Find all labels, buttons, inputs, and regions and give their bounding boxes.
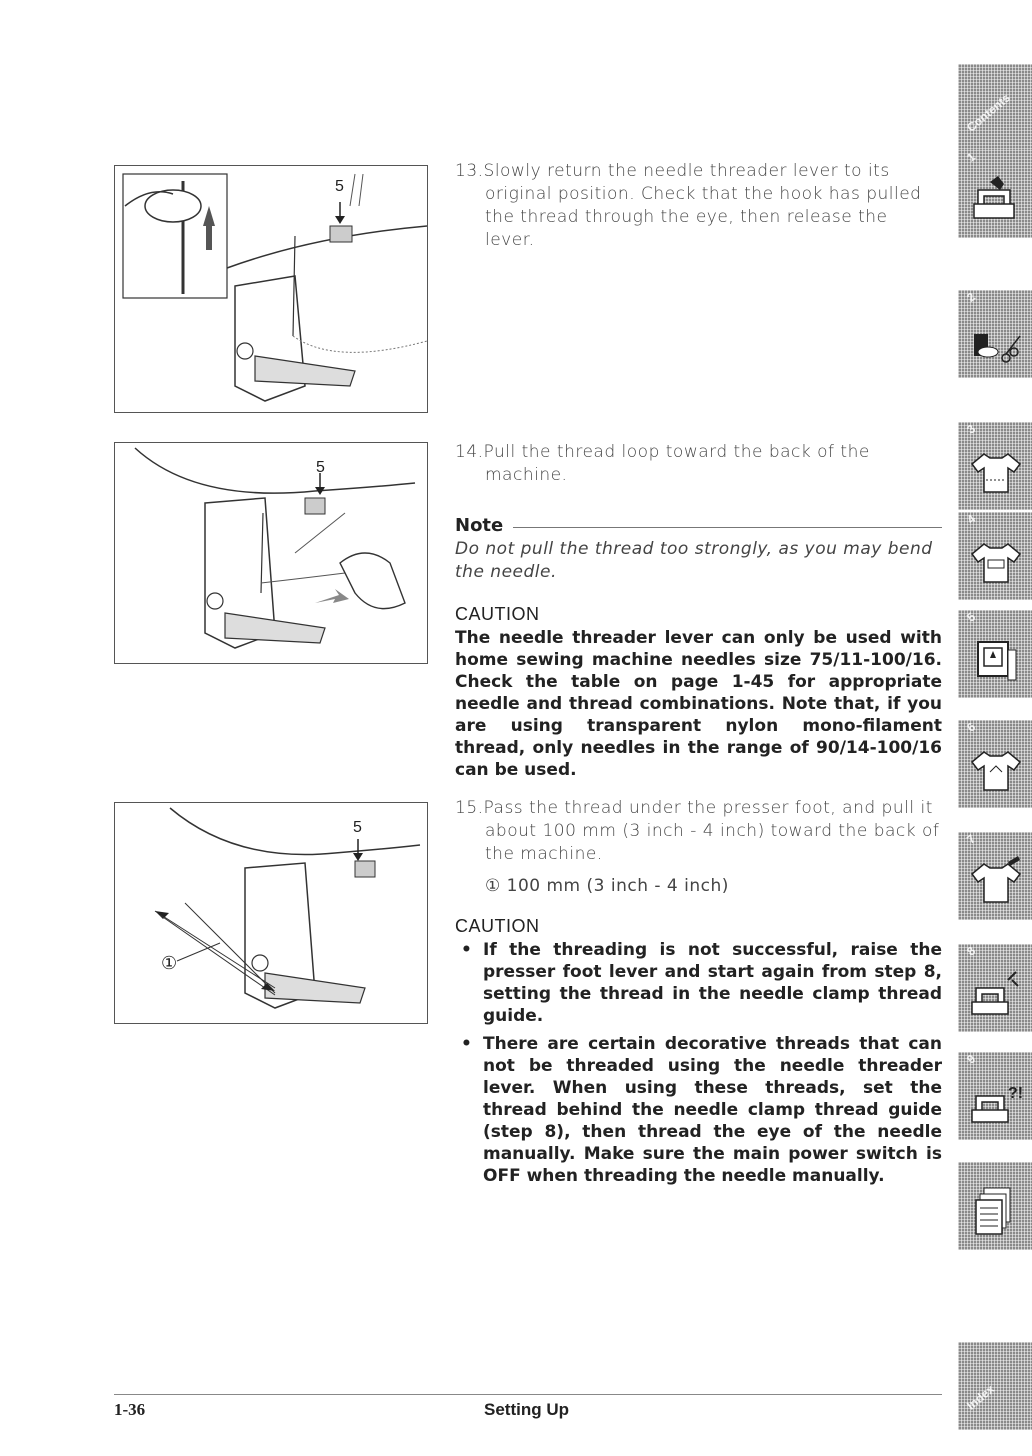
figure-label: 5	[316, 459, 325, 476]
tab-label: 8	[964, 944, 979, 959]
tab-chapter-6[interactable]	[958, 720, 1032, 808]
callout-number: ①	[161, 953, 178, 974]
figure-label: 5	[335, 178, 344, 195]
caution-bullet: • There are certain decorative threads that can not be threaded using the needle threader lever. When using these threads, set the thread behind the needle clamp thread guide (step 8), then thread the eye of the needle manually. Make sure the main power switch is OFF when threading the needle manually.	[455, 1033, 942, 1187]
machine-maintenance-icon	[968, 962, 1024, 1024]
figure-needle-threader-lever	[114, 165, 428, 413]
tab-chapter-5[interactable]	[958, 610, 1032, 698]
page-number: 1-36	[114, 1400, 146, 1419]
tab-chapter-8[interactable]	[958, 944, 1032, 1032]
tab-chapter-1[interactable]	[958, 150, 1032, 238]
abc-shirt-icon	[968, 530, 1024, 592]
tab-label: 6	[964, 720, 979, 735]
svg-text:?!: ?!	[1008, 1085, 1024, 1102]
tab-index[interactable]	[958, 1342, 1032, 1430]
step-13	[455, 160, 942, 252]
tab-chapter-3[interactable]	[958, 422, 1032, 510]
caution-list	[455, 939, 942, 1187]
note-body: Do not pull the thread too strongly, as you may bend the needle.	[455, 539, 933, 582]
tab-label: Contents	[964, 90, 1013, 135]
shirt-edit-icon	[968, 850, 1024, 912]
caution-title: CAUTION	[455, 604, 540, 624]
footer-rule	[114, 1394, 942, 1395]
step-14	[455, 441, 942, 781]
machine-trouble-icon	[968, 1070, 1024, 1132]
step-15	[455, 797, 942, 1193]
figure-label: 5	[353, 819, 362, 836]
tab-documents[interactable]	[958, 1162, 1032, 1250]
sewing-machine-icon	[968, 168, 1024, 230]
thread-loop-figure	[115, 443, 427, 663]
note-header	[455, 515, 942, 536]
thread-scissors-icon	[968, 308, 1024, 370]
step-14-text: 14.Pull the thread loop toward the back of the machine.	[455, 442, 870, 485]
note-rule	[513, 527, 942, 528]
documents-icon	[968, 1180, 1024, 1242]
decorated-shirt-icon	[968, 738, 1024, 800]
tab-label: 4	[964, 512, 979, 527]
tab-chapter-2[interactable]	[958, 290, 1032, 378]
tab-label: 9	[964, 1052, 979, 1067]
step-13-text: 13.Slowly return the needle threader lever to its original position. Check that the hook has pulled the thread through the eye, then release the lever.	[455, 161, 922, 250]
tab-label: 2	[964, 290, 979, 305]
tab-chapter-4[interactable]	[958, 512, 1032, 600]
embroidery-frame-icon	[968, 628, 1024, 690]
tab-chapter-9[interactable]	[958, 1052, 1032, 1140]
tab-label: 5	[964, 610, 979, 625]
step-15-measure: ① 100 mm (3 inch - 4 inch)	[485, 876, 729, 896]
figure-thread-loop	[114, 442, 428, 664]
tab-chapter-7[interactable]	[958, 832, 1032, 920]
step-15-text: 15.Pass the thread under the presser foot, and pull it about 100 mm (3 inch - 4 inch) toward the back of the machine.	[455, 798, 940, 864]
shirt-icon	[968, 440, 1024, 502]
tab-contents[interactable]	[958, 64, 1032, 152]
tab-label: 1	[964, 150, 979, 165]
tab-label: 7	[964, 832, 979, 847]
tab-label: 3	[964, 422, 979, 437]
presser-foot-thread-figure	[115, 803, 427, 1023]
section-name: Setting Up	[484, 1400, 569, 1419]
caution-body: The needle threader lever can only be used with home sewing machine needles size 75/11-100/16. Check the table on page 1-45 for appropriate needle and thread combinations. Note that, if you are using transparent nylon mono-filament thread, only needles in the range of 90/14-100/16 can be used.	[455, 628, 942, 780]
needle-threader-lever-figure	[115, 166, 427, 412]
figure-presser-foot-thread	[114, 802, 428, 1024]
caution-title: CAUTION	[455, 916, 540, 936]
tab-label: Index	[964, 1381, 998, 1413]
note-title: Note	[455, 515, 504, 536]
caution-bullet: • If the threading is not successful, raise the presser foot lever and start again from step 8, setting the thread in the needle clamp thread guide.	[455, 939, 942, 1027]
